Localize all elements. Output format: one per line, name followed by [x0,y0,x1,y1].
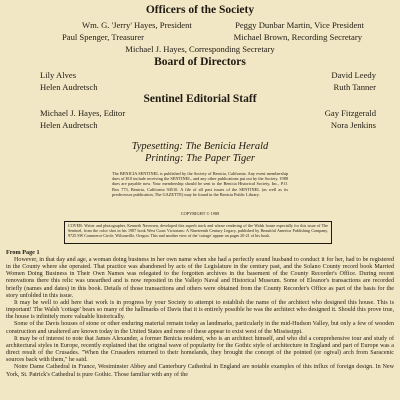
staff-member: Nora Jenkins [330,120,376,130]
staff-heading: Sentinel Editorial Staff [143,93,257,105]
article-body [6,257,394,379]
corresponding-secretary-name: Michael J. Hayes, Corresponding Secretary [125,44,275,54]
board-member: Helen Audretsch [40,82,98,92]
board-member: David Leedy [331,70,376,80]
staff-row-1 [18,108,382,119]
officers-row-2 [18,32,382,43]
treasurer-name: Paul Spenger, Treasurer [62,32,145,42]
article-paragraph: Some of the Davis houses of stone or other enduring material remain today as landmarks, particularly in the mid-Hudson Valley, but only a few of wooden construction and unaltered are known today in the United States and none of these appear to exist west of the Mississippi. [6,321,394,335]
subscription-notice: The BENICIA SENTINEL is published by the Society of Benicia, California. Any event membership dues of $10 include receiving the SENTINEL, and any other publications put out by the Society. 1988 dues are payable now. Your membership should be sent to the Benicia Historical Society, Inc., P.O. Box 773, Benicia, California 94510. A file of all past issues of the SENTINEL (as well as its predecessor publication, The GAZETTE) may be found in the Benicia Public Library. [112,171,288,197]
copyright-line: COPYRIGHT © 1988 [180,211,220,216]
staff-member: Helen Audretsch [40,120,98,130]
continued-label: From Page 1 [6,249,40,256]
article-paragraph: It may be well to add here that work is in progress by your Society to attempt to establish the name of the architect who designed this house. This is important! The Walsh 'cottage' bears so many of the hallmarks of Davis that it is entirely possible he was the architect who designed it. Should this prove true, the house is infinitely more valuable historically. [6,299,394,321]
president-name: Wm. G. 'Jerry' Hayes, President [82,20,192,30]
staff-member: Gay Fitzgerald [324,108,376,118]
printing-credit: Printing: The Paper Tiger [145,153,255,164]
officers-row-1 [18,20,382,31]
recording-secretary-name: Michael Brown, Recording Secretary [233,32,362,42]
officers-row-3 [18,44,382,55]
board-member: Ruth Tanner [333,82,376,92]
editor-name: Michael J. Hayes, Editor [40,108,126,118]
board-row-2 [18,82,382,93]
vice-president-name: Peggy Dunbar Martin, Vice President [235,20,364,30]
board-row-1 [18,70,382,81]
typesetting-credit: Typesetting: The Benicia Herald [131,141,269,152]
staff-row-2 [18,120,382,131]
board-heading: Board of Directors [154,56,246,68]
cover-note-box: COVER: Writer and photographer, Kenneth Naversen, developed this superb track and whose rendering of the Walsh house especially for this issue of The Sentinel, from the color shot in his 1987 book West Coast Victorians: A Nineteenth Century Legacy, published by Beautiful America Publishing Company, 9725 SW Commerce Circle, Wilsonville, Oregon. This and another view of the 'cottage' appear on pages 20-21 of his book. [64,221,332,244]
board-member: Lily Alves [40,70,77,80]
article-paragraph: Notre Dame Cathedral in France, Westminster Abbey and Canterbury Cathedral in England are notable examples of this influx of foreign design. In New York, St. Patrick's Cathedral is pure Gothic. Those familiar with any of the [6,364,394,378]
article-paragraph: It may be of interest to note that James Alexander, a former Benicia resident, who is an architect himself, and who did a comprehensive tour and study of architectural styles in Europe, recently explained that the original wave of popularity for the Gothic style of architecture in England and part of Europe was a direct result of the Crusades. "When the Crusaders returned to their homelands, they brought the concept of the pointed (or ogival) arch from Saracenic sources back with them," he said. [6,335,394,364]
article-paragraph: However, in that day and age, a woman doing business in her own name when she had a perfectly sound husband to conduct it for her, had to be registered in the County where she operated. That practice was abandoned by acts of the Legislature in the century past, and the Solano County record book Married Women Doing Business in Their Own Names was relegated to the forgotten archives in the basement of the County Recorder's Office. During recent renovations there this relic was unearthed and is now reposited in the Vallejo Naval and Historical Museum. Some of Eleanor's transactions are recorded briefly (names and dates) in this book. Details of those transactions and others were obtained from the County Recorder's Office as part of the basis for the story unfolded in this issue. [6,257,394,299]
officers-heading: Officers of the Society [145,4,255,16]
